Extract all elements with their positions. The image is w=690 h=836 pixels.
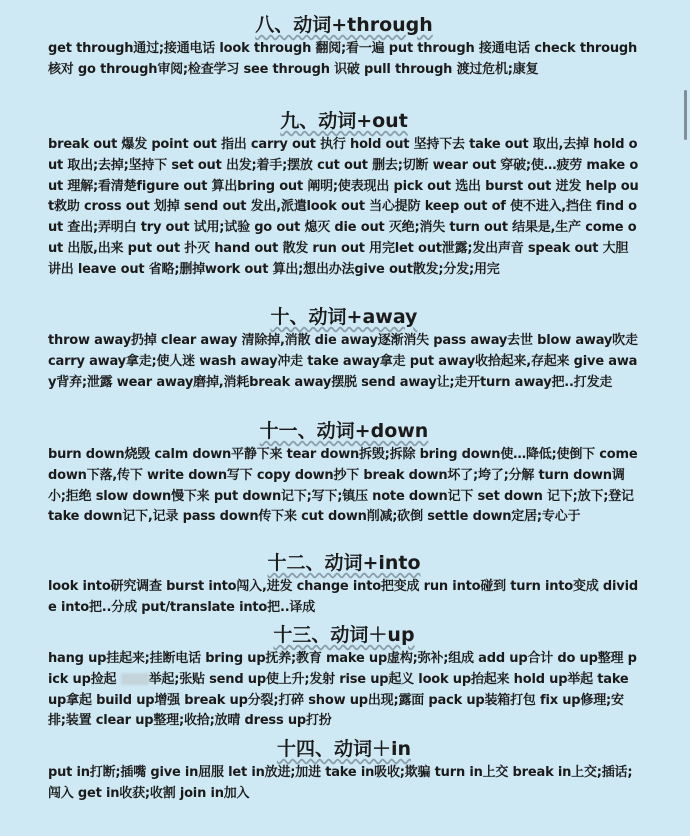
section-heading: 十二、动词+into — [267, 552, 421, 574]
section-body: get through通过;接通电话 look through 翻阅;看一遍 put through 接通电话 check through 核对 go through审阅;检查学习 see through 识破 pull through 渡过危机;康复 — [48, 41, 638, 77]
section-body — [48, 649, 640, 732]
section-away — [48, 306, 640, 393]
section-into — [48, 552, 640, 619]
section-heading: 十一、动词+down — [259, 420, 429, 442]
section-heading: 八、动词+through — [255, 14, 433, 36]
section-body: break out 爆发 point out 指出 carry out 执行 hold out 坚持下去 take out 取出,去掉 hold out 取出;去掉;坚持下 set out 出发;着手;摆放 cut out 删去;切断 wear out 穿破;使…疲劳 make out 理解;看清楚figure out 算出bring out 阐明;使表现出 pick out 选出 burst out 迸发 help out救助 cross out 划掉 send out 发出,派遣look out 当心提防 keep out of 使不进入,挡住 find out 查出;弄明白 try out 试用;试验 go out 熄灭 die out 灭绝;消失 turn out 结果是,生产 come out 出版,出来 put out 扑灭 hand out 散发 run out 用完let out泄露;发出声音 speak out 大胆讲出 leave out 省略;删掉work out 算出;想出办法give out散发;分发;用完 — [48, 137, 639, 277]
section-body: burn down烧毁 calm down平静下来 tear down拆毁;拆除 bring down使…降低;使倒下 come down下落,传下 write down写下 copy down抄下 break down坏了;垮了;分解 turn down调小;拒绝 slow down慢下来 put down记下;写下;镇压 note down记下 set down 记下;放下;登记 take down记下,记录 pass down传下来 cut down削减;砍倒 settle down定居;专心于 — [48, 447, 638, 525]
section-body-part: hang up挂起来;挂断电话 bring up抚养;教育 make up虚构;弥补;组成 add up合计 do up整理 pick up捡起 — [48, 651, 637, 687]
section-body: throw away扔掉 clear away 清除掉,消散 die away逐渐消失 pass away去世 blow away吹走 carry away拿走;使人迷 wash away冲走 take away拿走 put away收拾起来,存起来 give away背弃;泄露 wear away磨掉,消耗break away摆脱 send away让;走开turn away把..打发走 — [48, 333, 638, 390]
section-heading: 九、动词+out — [280, 110, 408, 132]
section-heading: 十四、动词＋in — [276, 738, 412, 760]
section-body-part: 举起;张贴 send up使上升;发射 rise up起义 look up抬起来 hold up举起 take up拿起 build up增强 break up分裂;打碎 show up出现;露面 pack up装箱打包 fix up修理;安排;装置 clear up整理;收拾;放晴 dress up打扮 — [48, 671, 629, 729]
blurred-word — [121, 673, 149, 685]
section-heading: 十、动词+away — [270, 306, 418, 328]
section-body: put in打断;插嘴 give in屈服 let in放进;加进 take in吸收;欺骗 turn in上交 break in上交;插话;闯入 get in收获;收割 join in加入 — [48, 765, 633, 801]
section-heading: 十三、动词＋up — [273, 624, 415, 646]
section-up — [48, 624, 640, 732]
section-through — [48, 14, 640, 81]
section-out — [48, 110, 640, 281]
section-body: look into研究调查 burst into闯入,进发 change into把变成 run into碰到 turn into变成 divide into把..分成 put/translate into把..译成 — [48, 579, 638, 615]
section-down — [48, 420, 640, 528]
scrollbar-thumb[interactable] — [684, 90, 687, 140]
section-in — [48, 738, 640, 805]
